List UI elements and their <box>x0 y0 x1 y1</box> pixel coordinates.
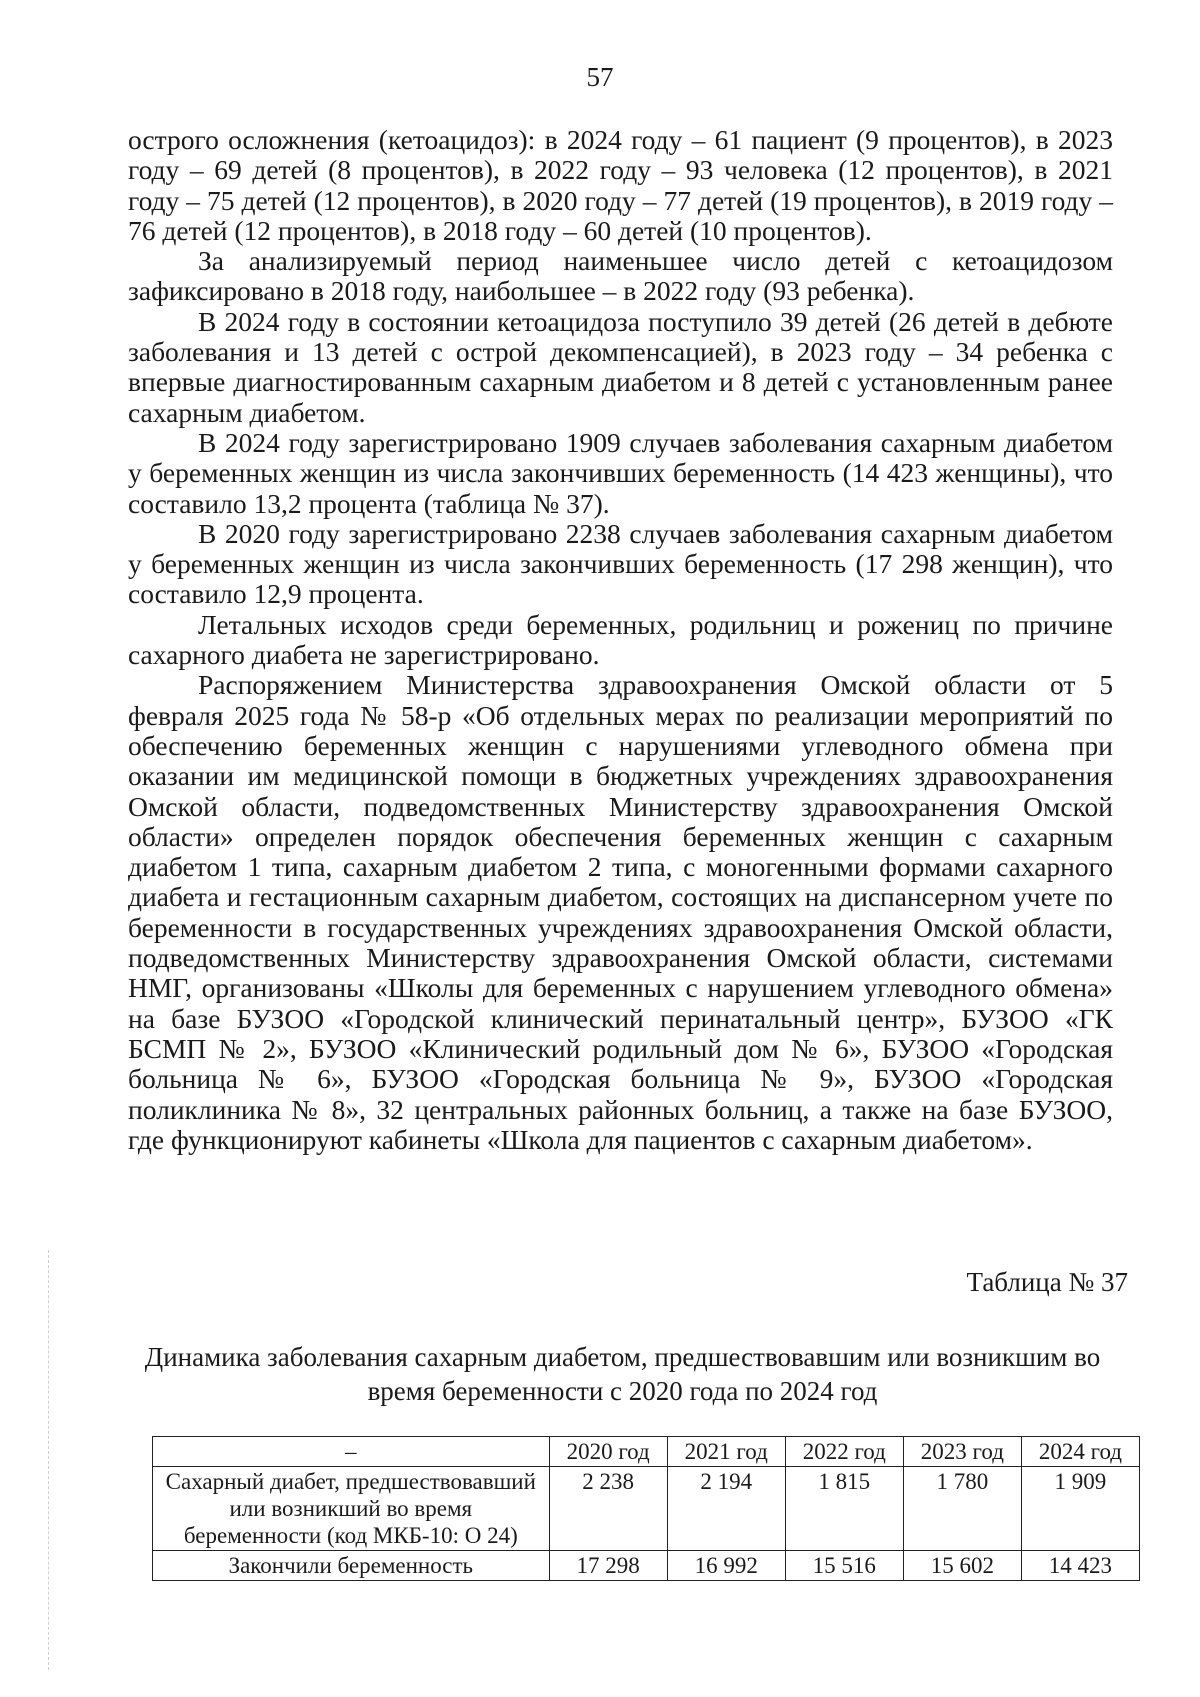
table-header-cell: 2024 год <box>1021 1437 1139 1467</box>
table-row <box>153 1467 1140 1551</box>
table-row-label: Сахарный диабет, предшествовавший или возникший во время беременности (код МКБ-10: O 24) <box>153 1467 550 1551</box>
table-cell: 2 238 <box>549 1467 667 1551</box>
table-header-cell: 2022 год <box>785 1437 903 1467</box>
table-title: Динамика заболевания сахарным диабетом, предшествовавшим или возникшим во время беременности с 2020 года по 2024 год <box>144 1342 1101 1406</box>
table-header-cell: 2023 год <box>903 1437 1021 1467</box>
table-cell: 2 194 <box>667 1467 785 1551</box>
table-header-cell: 2021 год <box>667 1437 785 1467</box>
diabetes-pregnancy-table <box>152 1436 1140 1581</box>
table-row <box>153 1551 1140 1581</box>
paragraph-admissions: В 2024 году в состоянии кетоацидоза поступило 39 детей (26 детей в дебюте заболевания и 13 детей с острой декомпенсацией), в 2023 году – 34 ребенка с впервые диагностированным сахарным диабетом и 8 детей с установленным ранее сахарным диабетом. <box>128 305 1113 428</box>
table-header-cell: 2020 год <box>549 1437 667 1467</box>
paragraph-no-deaths: Летальных исходов среди беременных, родильниц и рожениц по причине сахарного диабета не зарегистрировано. <box>128 608 1113 671</box>
table-header-cell: – <box>153 1437 550 1467</box>
table-cell: 16 992 <box>667 1551 785 1581</box>
paragraph-ketoacidosis-stats: острого осложнения (кетоацидоз): в 2024 году – 61 пациент (9 процентов), в 2023 году – 69 детей (8 процентов), в 2022 году – 93 человека (12 процентов), в 2021 году – 75 детей (12 процентов), в 2020 году – 77 детей (19 процентов), в 2019 году – 76 детей (12 процентов), в 2018 году – 60 детей (10 процентов). <box>128 124 1113 246</box>
table-cell: 15 602 <box>903 1551 1021 1581</box>
scan-binding-marks <box>48 1250 51 1670</box>
paragraph-min-max: За анализируемый период наименьшее число детей с кетоацидозом зафиксировано в 2018 году, наибольшее – в 2022 году (93 ребенка). <box>128 245 1113 307</box>
page-number: 57 <box>586 62 614 92</box>
paragraph-2024-pregnant: В 2024 году зарегистрировано 1909 случаев заболевания сахарным диабетом у беременных женщин из числа закончивших беременность (14 423 женщины), что составило 13,2 процента (таблица № 37). <box>128 426 1113 519</box>
paragraph-ministry-order: Распоряжением Министерства здравоохранения Омской области от 5 февраля 2025 года № 58-р «Об отдельных мерах по реализации мероприятий по обеспечению беременных женщин с нарушениями углеводного обмена при оказании им медицинской помощи в бюджетных учреждениях здравоохранения Омской области, подведомственных Министерству здравоохранения Омской области» определен порядок обеспечения беременных женщин с сахарным диабетом 1 типа, сахарным диабетом 2 типа, с моногенными формами сахарного диабета и гестационным сахарным диабетом, состоящих на диспансерном учете по беременности в государственных учреждениях здравоохранения Омской области, подведомственных Министерству здравоохранения Омской области, системами НМГ, организованы «Школы для беременных с нарушением углеводного обмена» на базе БУЗОО «Городской клинический перинатальный центр», БУЗОО «ГК БСМП № 2», БУЗОО «Клинический родильный дом № 6», БУЗОО «Городская больница № 6», БУЗОО «Городская больница № 9», БУЗОО «Городская поликлиника № 8», 32 центральных районных больниц, а также на базе БУЗОО, где функционируют кабинеты «Школа для пациентов с сахарным диабетом». <box>128 669 1113 1155</box>
table-cell: 1 780 <box>903 1467 1021 1551</box>
table-cell: 1 909 <box>1021 1467 1139 1551</box>
table-cell: 17 298 <box>549 1551 667 1581</box>
body-text <box>128 125 1113 1155</box>
paragraph-2020-pregnant: В 2020 году зарегистрировано 2238 случаев заболевания сахарным диабетом у беременных женщин из числа закончивших беременность (17 298 женщин), что составило 12,9 процента. <box>128 517 1113 610</box>
table-header-row <box>153 1437 1140 1467</box>
table-number-label: Таблица № 37 <box>966 1267 1128 1297</box>
table-cell: 1 815 <box>785 1467 903 1551</box>
table-row-label: Закончили беременность <box>153 1551 550 1581</box>
table-cell: 15 516 <box>785 1551 903 1581</box>
table-cell: 14 423 <box>1021 1551 1139 1581</box>
